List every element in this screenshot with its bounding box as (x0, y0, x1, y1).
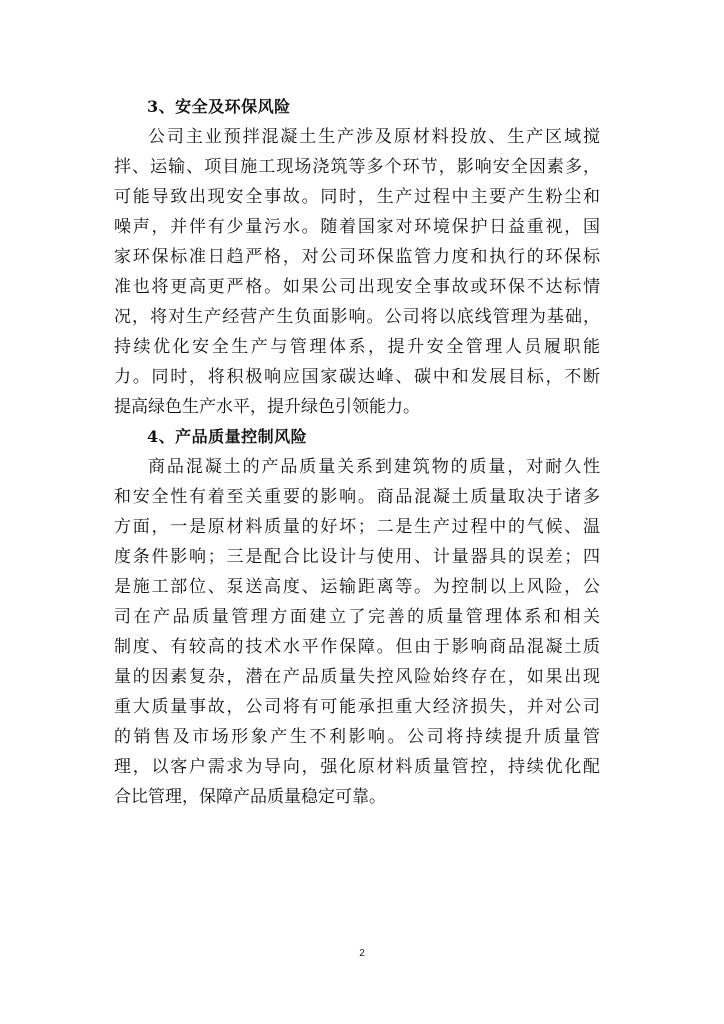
paragraph-line: 的销售及市场形象产生不利影响。公司将持续提升质量管 (114, 727, 600, 747)
paragraph-line: 提高绿色生产水平，提升绿色引领能力。 (114, 397, 420, 417)
paragraph-line: 可能导致出现安全事故。同时，生产过程中主要产生粉尘和 (114, 187, 600, 207)
section-heading-safety-environment: 3、安全及环保风险 (147, 97, 291, 116)
paragraph-line: 重大质量事故，公司将有可能承担重大经济损失，并对公司 (114, 697, 600, 717)
paragraph-line: 制度、有较高的技术水平作保障。但由于影响商品混凝土质 (114, 637, 600, 657)
paragraph-line: 司在产品质量管理方面建立了完善的质量管理体系和相关 (114, 607, 600, 627)
paragraph-line: 噪声，并伴有少量污水。随着国家对环境保护日益重视，国 (114, 217, 600, 237)
paragraph-line: 量的因素复杂，潜在产品质量失控风险始终存在，如果出现 (114, 667, 600, 687)
paragraph-line: 拌、运输、项目施工现场浇筑等多个环节，影响安全因素多， (114, 157, 600, 177)
paragraph-line: 商品混凝土的产品质量关系到建筑物的质量，对耐久性 (148, 457, 600, 477)
paragraph-safety-environment (114, 122, 600, 422)
paragraph-line: 公司主业预拌混凝土生产涉及原材料投放、生产区域搅 (148, 127, 600, 147)
paragraph-line: 力。同时，将积极响应国家碳达峰、碳中和发展目标，不断 (114, 367, 600, 387)
section-heading-quality-control: 4、产品质量控制风险 (147, 427, 308, 446)
document-body (114, 92, 600, 812)
paragraph-line: 持续优化安全生产与管理体系，提升安全管理人员履职能 (114, 337, 600, 357)
paragraph-line: 方面，一是原材料质量的好坏；二是生产过程中的气候、温 (114, 517, 600, 537)
paragraph-line: 度条件影响；三是配合比设计与使用、计量器具的误差；四 (114, 547, 600, 567)
paragraph-line: 准也将更高更严格。如果公司出现安全事故或环保不达标情 (114, 277, 600, 297)
paragraph-line: 家环保标准日趋严格，对公司环保监管力度和执行的环保标 (114, 247, 600, 267)
paragraph-quality-control (114, 452, 600, 812)
paragraph-line: 和安全性有着至关重要的影响。商品混凝土质量取决于诸多 (114, 487, 600, 507)
paragraph-line: 是施工部位、泵送高度、运输距离等。为控制以上风险，公 (114, 577, 600, 597)
paragraph-line: 合比管理，保障产品质量稳定可靠。 (114, 787, 386, 807)
paragraph-line: 况，将对生产经营产生负面影响。公司将以底线管理为基础， (114, 307, 600, 327)
page-number: 2 (359, 948, 365, 959)
paragraph-line: 理，以客户需求为导向，强化原材料质量管控，持续优化配 (114, 757, 600, 777)
